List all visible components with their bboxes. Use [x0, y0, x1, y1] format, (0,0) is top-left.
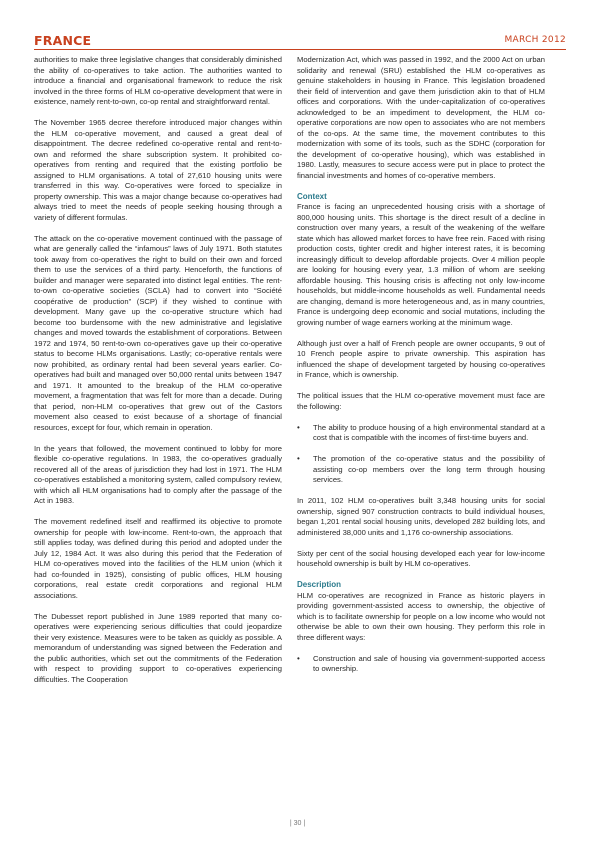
paragraph: The November 1965 decree therefore introduced major changes within the HLM co-operative movement, and caused a great deal of disappointment. The decree redefined co-operative rental and rent-to-own and reformed the share subscription system. It prohibited co-operatives from renting and required that the existing portfolio be assigned to HLM organisations. A total of 27,610 housing units were transferred in this way. Co-operatives were forced to specialize in property ownership. This was a major change because co-operatives had always tried to meet the needs of people seeking housing through a variety of different formulas.: [34, 118, 282, 222]
section-heading-context: Context: [297, 191, 327, 201]
page-number: | 30 |: [289, 820, 306, 827]
page-header: [34, 33, 566, 49]
section-heading-description: Description: [297, 580, 342, 589]
left-column: [34, 55, 282, 696]
header-date: MARCH 2012: [504, 35, 566, 45]
paragraph: The Dubesset report published in June 1989 reported that many co-operatives were experiencing serious difficulties that could jeopardize their very existence. Measures were to be taken as quickly as possible. A memorandum of understanding was signed between the Federation and the public authorities, which set out the commitments of the Federation with respect to providing support to co-operatives experiencing difficulties. The Cooperation: [34, 611, 282, 684]
bullet-list: [297, 654, 545, 675]
paragraph: France is facing an unprecedented housing crisis with a shortage of 800,000 housing units. This shortage is the direct result of a decline in construction over many years, a result of the weakening of the welfare state which has allowed market forces to have free rein. Faced with rising production costs, tighter credit and higher interest rates, it is becoming increasingly difficult to develop affordable projects. Over 4 million people are looking for housing every year, 1.3 million of whom are seeking affordable housing. This housing crisis is affecting not only low-income households, but middle-income households as well. Fundamental needs are changing, demand is more heterogeneous and, as in many countries, France is undergoing deep economic and social mutations, including the growing number of wage earners working at the minimum wage.: [297, 202, 545, 327]
list-item: • The ability to produce housing of a high environmental standard at a cost that is compatible with the incomes of first-time buyers and.: [297, 423, 545, 444]
paragraph: The attack on the co-operative movement continued with the passage of what are generally called the “infamous” laws of July 1971. Both statutes took away from co-operatives the right to build on their own and forced them to use the services of a third party. Henceforth, the functions of builder and manager were separated into distinct legal entities. The rent-to-own co-operative societies (SCLA) had to convert into “Société coopérative de production” (SCP) if they wished to continue with development. Many gave up the co-operative structure which had become too burdensome with the new administrative and legislative changes and moved towards the establishment of corporations. Between 1972 and 1974, 50 rent-to-own co-operatives gave up their co-operative status to become HLMs organisations. Lastly; co-operative rentals were now prohibited, as ordinary rental had been several years earlier. Co-operatives had built and managed over 50,000 rental units between 1947 and 1971. It amounted to the breakup of the HLM co-operative movement, a fragmentation that was felt for more than a decade. During that period, non-HLM co-operatives that grew out of the Castors movement also ceased to exist because of a shortage of financial resources, except for four, which remain in operation.: [34, 233, 282, 432]
list-item: • The promotion of the co-operative status and the possibility of assisting co-op members over the long term through housing services.: [297, 454, 545, 486]
paragraph: The political issues that the HLM co-operative movement must face are the following:: [297, 391, 545, 411]
bullet-list: [297, 423, 545, 486]
paragraph: authorities to make three legislative changes that considerably diminished the ability of co-operatives to take action. The authorities wanted to introduce a financial and organisational framework to reduce the risk involved in the three forms of HLM co-operative development that were in existence, namely rent-to-own, co-op rental and straightforward rental.: [34, 55, 282, 106]
paragraph: In the years that followed, the movement continued to lobby for more flexible co-operative regulations. In 1983, the co-operatives gradually recovered all of the areas of jurisdiction they had lost in 1971. The HLM co-operatives established a monitoring system, called compulsory review, with which all HLM organisations had to comply after the passage of the Act in 1983.: [34, 443, 282, 505]
paragraph: In 2011, 102 HLM co-operatives built 3,348 housing units for social ownership, signed 907 construction contracts to build individual houses, began 1,201 rental social housing units, developed 282 building lots, and administered 38,000 units and 1,176 co-ownership associations.: [297, 496, 545, 537]
list-item: • Construction and sale of housing via government-supported access to ownership.: [297, 654, 545, 675]
paragraph: HLM co-operatives are recognized in France as historic players in providing government-assisted access to ownership, the objective of which is to facilitate ownership for people on a low income who would not otherwise be able to own their own housing. They perform this role in three different ways:: [297, 590, 545, 642]
right-column: [297, 55, 545, 685]
paragraph: Although just over a half of French people are owner occupants, 9 out of 10 French people aspire to private ownership. This aspiration has influenced the shape of development targeted by housing co-operatives in France, which is ownership.: [297, 338, 545, 379]
paragraph: The movement redefined itself and reaffirmed its objective to promote ownership for people with low-income. Rent-to-own, the approach that still applies today, was defined during this period and adopted under the July 12, 1984 Act. It was also during this period that the Federation of HLM co-operatives moved into the facilities of the HLM union (which it had co-founded in 1925), consisting of public offices, HLM housing corporations, real estate credit corporations and regional HLM associations.: [34, 517, 282, 600]
header-country: FRANCE: [34, 33, 92, 48]
paragraph: Modernization Act, which was passed in 1992, and the 2000 Act on urban solidarity and renewal (SRU) established the HLM co-operatives as genuine stakeholders in housing in France. This legislation broadened their field of intervention and gave them jurisdiction akin to that of HLM offices and corporations. With the under-capitalization of co-operatives acknowledged to be an impediment to development, the HLM co-operative corporations are now open to associates who are not members of the co-ops. At the same time, the movement contributes to this modernization with some of its tools, such as the SDHC (corporation for the development of co-operative housing), which was established in 1980. Lastly, measures to secure access were put in place to protect the financial investments and homes of co-operative members.: [297, 55, 545, 180]
header-rule: [34, 49, 566, 50]
paragraph: Sixty per cent of the social housing developed each year for low-income household ownership is built by HLM co-operatives.: [297, 548, 545, 568]
